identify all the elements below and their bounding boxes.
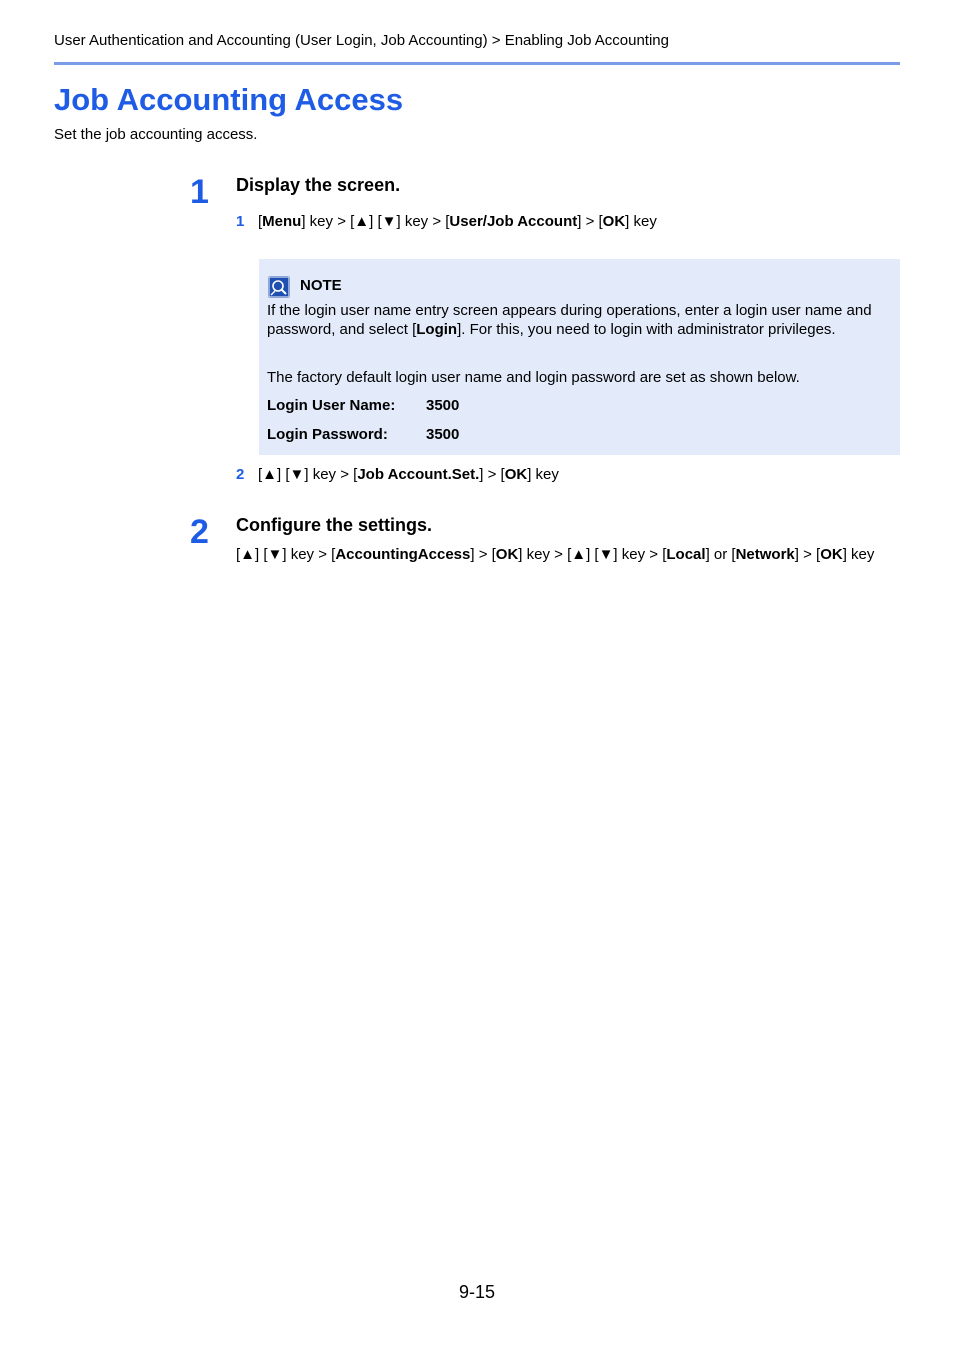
page-number: 9-15	[458, 1282, 496, 1302]
login-label: Login	[416, 321, 458, 338]
page-title: Job Accounting Access	[54, 82, 404, 117]
ok-key-label: OK	[820, 546, 843, 563]
substep-1-2: 2 [▲] [▼] key > [Job Account.Set.] > [OK] key	[236, 466, 559, 483]
login-user-name-value: 3500	[426, 397, 460, 414]
substep-number: 1	[236, 213, 245, 230]
login-user-name-label: Login User Name:	[267, 397, 396, 414]
ok-key-label: OK	[602, 213, 626, 230]
step-2-title: Configure the settings.	[236, 515, 433, 535]
step-2-instruction: [▲] [▼] key > [AccountingAccess] > [OK] key > [▲] [▼] key > [Local] or [Network] > [OK] key	[236, 546, 875, 563]
step-2-number: 2	[190, 513, 209, 551]
breadcrumb: User Authentication and Accounting (User Login, Job Accounting) > Enabling Job Accounting	[54, 32, 669, 49]
accounting-access-label: AccountingAccess	[335, 546, 471, 563]
intro-text: Set the job accounting access.	[54, 126, 258, 143]
job-account-set-label: Job Account.Set.	[357, 466, 480, 483]
ok-key-label: OK	[504, 466, 528, 483]
network-option-label: Network	[735, 546, 795, 563]
note-heading: NOTE	[300, 277, 342, 294]
substep-1-1: 1 [Menu] key > [▲] [▼] key > [User/Job Account] > [OK] key	[236, 213, 657, 230]
menu-key-label: Menu	[262, 213, 302, 230]
user-job-account-label: User/Job Account	[449, 213, 578, 230]
local-option-label: Local	[666, 546, 706, 563]
login-password-label: Login Password:	[267, 426, 388, 443]
note-paragraph-2: The factory default login user name and login password are set as shown below.	[267, 369, 800, 386]
step-1-number: 1	[190, 173, 209, 211]
ok-key-label: OK	[495, 546, 519, 563]
note-icon	[268, 276, 290, 298]
step-1-title: Display the screen.	[236, 175, 401, 195]
note-box	[259, 259, 900, 455]
note-paragraph-1: If the login user name entry screen appears during operations, enter a login user name and password, and select [Login]. For this, you need to login with administrator privileges.	[267, 302, 872, 338]
header-rule	[54, 62, 900, 65]
substep-number: 2	[236, 466, 245, 483]
login-password-value: 3500	[426, 426, 460, 443]
